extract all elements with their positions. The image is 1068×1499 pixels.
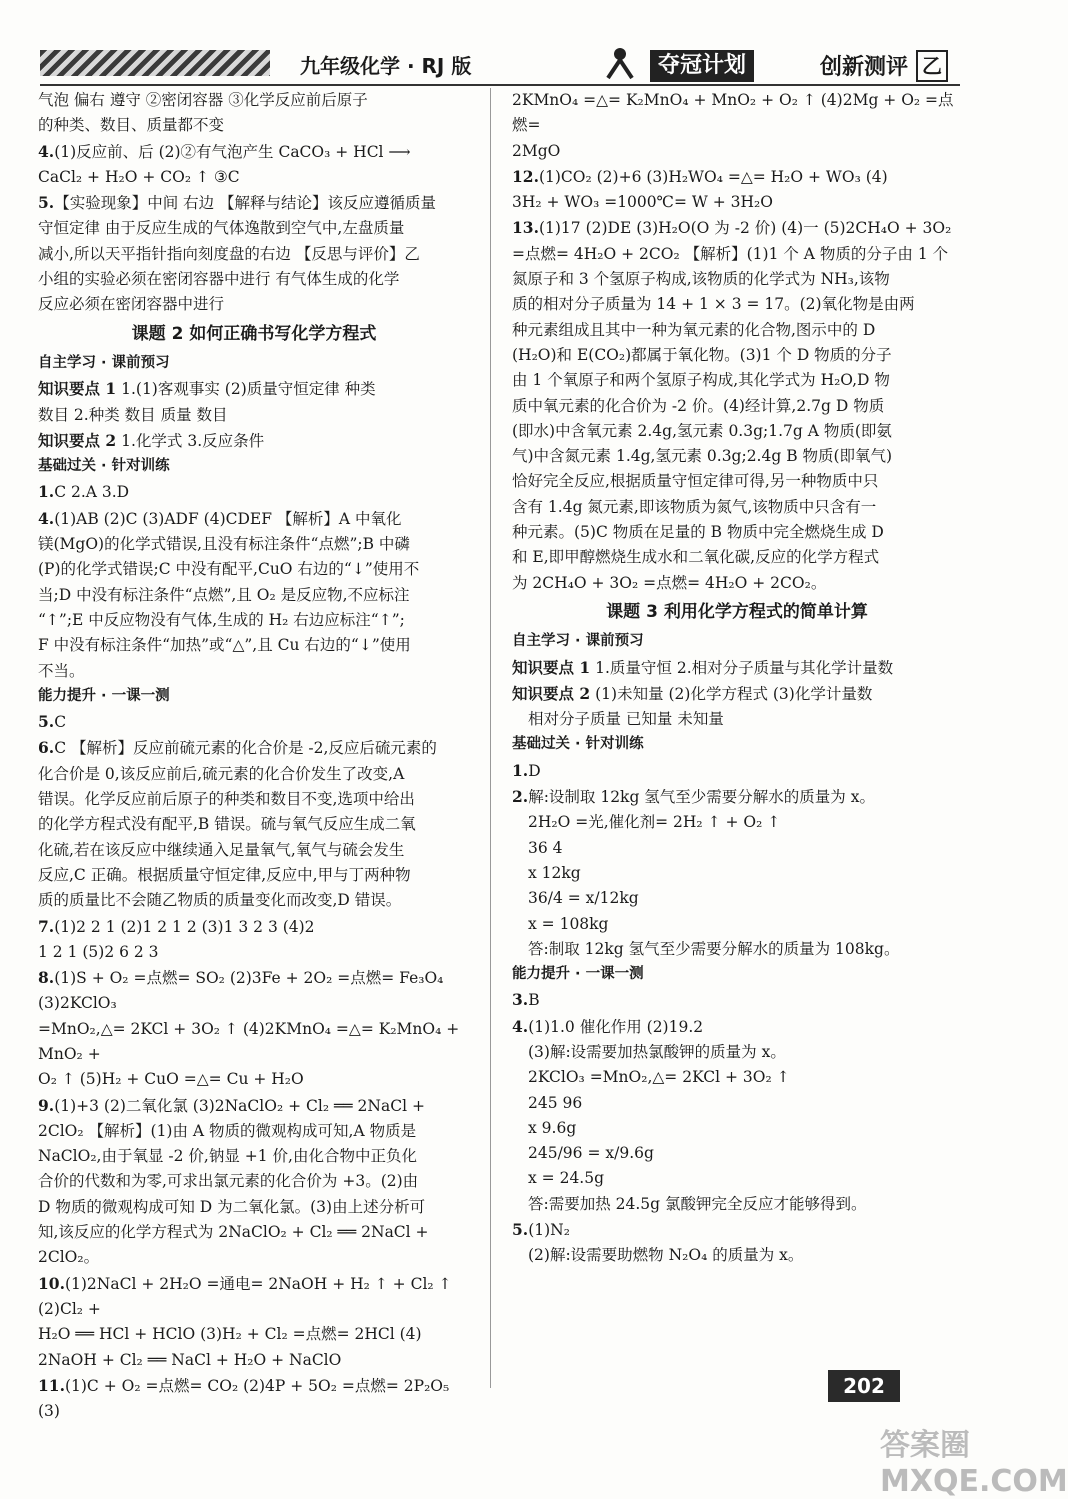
item-text: (1)N₂	[528, 1221, 570, 1240]
item-number: 13.	[512, 218, 539, 238]
item-number: 10.	[38, 1273, 65, 1293]
text-line: 当;D 中没有标注条件“点燃”,且 O₂ 是反应物,不应标注	[38, 585, 410, 604]
text-line: O₂ ↑ (5)H₂ + CuO =△= Cu + H₂O	[38, 1070, 304, 1089]
text-line: 反应必须在密闭容器中进行	[38, 295, 225, 314]
item-text: C 2.A 3.D	[54, 483, 130, 502]
subsection-label: 基础过关 · 针对训练	[38, 458, 170, 475]
item-text: (1)未知量 (2)化学方程式 (3)化学计量数	[590, 684, 873, 703]
answer-item	[38, 139, 470, 165]
page-number: 202	[828, 1370, 900, 1402]
item-text: (1)C + O₂ =点燃= CO₂ (2)4P + 5O₂ =点燃= 2P₂O₅ (3)	[38, 1376, 450, 1421]
answer-item	[38, 1373, 470, 1425]
text-line: 2ClO₂ 【解析】(1)由 A 物质的微观构成可知,A 物质是	[38, 1121, 417, 1140]
item-number: 8.	[38, 968, 55, 988]
answer-item	[512, 758, 962, 784]
answer-item	[38, 735, 470, 761]
item-number: 知识要点 1	[38, 379, 117, 399]
text-line: 气)中含氮元素 1.4g,氢元素 0.3g;2.4g B 物质(即氧气)	[512, 447, 893, 466]
item-text: 1.化学式 3.反应条件	[116, 431, 265, 450]
text-line: 2KClO₃ =MnO₂,△= 2KCl + 3O₂ ↑	[528, 1068, 790, 1087]
text-line: 245/96 = x/9.6g	[528, 1144, 654, 1163]
text-line: 2NaOH + Cl₂ ══ NaCl + H₂O + NaClO	[38, 1350, 342, 1369]
text-line: 2ClO₂。	[38, 1248, 100, 1267]
item-number: 1.	[512, 760, 529, 780]
item-text: (1)反应前、后 (2)②有气泡产生 CaCO₃ + HCl ⟶	[54, 142, 411, 161]
text-line: 的种类、数目、质量都不变	[38, 116, 225, 135]
item-text: (1)1.0 催化作用 (2)19.2	[528, 1017, 704, 1036]
text-line: NaClO₂,由于氧显 -2 价,钠显 +1 价,由化合物中正负化	[38, 1147, 417, 1166]
text-line: 3H₂ + WO₃ =1000℃= W + 3H₂O	[512, 193, 773, 212]
text-line: “↑”;E 中反应物没有气体,生成的 H₂ 右边应标注“↑”;	[38, 610, 405, 629]
text-line: 36/4 = x/12kg	[528, 889, 639, 908]
item-number: 6.	[38, 738, 55, 758]
answer-item	[512, 784, 962, 810]
text-line: 由 1 个氧原子和两个氢原子构成,其化学式为 H₂O,D 物	[512, 371, 890, 390]
brand-version-badge: 乙	[916, 50, 948, 82]
item-number: 4.	[38, 508, 55, 528]
answer-item	[38, 914, 470, 940]
answer-item	[38, 1093, 470, 1119]
brand-name: 夺冠计划	[650, 50, 754, 82]
item-text: (1)+3 (2)二氧化氯 (3)2NaClO₂ + Cl₂ ══ 2NaCl +	[54, 1096, 425, 1115]
answer-item	[38, 965, 470, 1017]
text-line: 的化学方程式没有配平,B 错误。硫与氧气反应生成二氧	[38, 815, 416, 834]
right-column	[512, 88, 962, 1269]
text-line: 镁(MgO)的化学式错误,且没有标注条件“点燃”;B 中磷	[38, 535, 410, 554]
item-text: 【实验现象】中间 右边 【解释与结论】该反应遵循质量	[54, 194, 437, 213]
item-text: (1)AB (2)C (3)ADF (4)CDEF 【解析】A 中氧化	[54, 509, 402, 528]
text-line: (即水)中含氧元素 2.4g,氢元素 0.3g;1.7g A 物质(即氨	[512, 421, 892, 440]
item-number: 5.	[38, 193, 55, 213]
text-line: 36 4	[528, 838, 563, 857]
subsection-label: 能力提升 · 一课一测	[512, 966, 644, 983]
text-line: 恰好完全反应,根据质量守恒定律可得,另一种物质中只	[512, 472, 879, 491]
page-header	[40, 40, 960, 84]
answer-item	[512, 1014, 962, 1040]
text-line: 错误。化学反应前后原子的种类和数目不变,选项中给出	[38, 790, 415, 809]
text-line: x = 108kg	[528, 914, 609, 933]
text-line: x 9.6g	[528, 1118, 577, 1137]
text-line: 不当。	[38, 661, 85, 680]
item-text: 1.质量守恒 2.相对分子质量与其化学计量数	[590, 658, 894, 677]
text-line: =点燃= 4H₂O + 2CO₂ 【解析】(1)1 个 A 物质的分子由 1 个	[512, 244, 949, 263]
text-line: (3)解:设需要加热氯酸钾的质量为 x。	[528, 1042, 786, 1061]
answer-item	[512, 164, 962, 190]
item-number: 5.	[38, 712, 55, 732]
answer-item	[38, 479, 470, 505]
item-number: 11.	[38, 1375, 65, 1395]
section-heading: 课题 3 利用化学方程式的简单计算	[606, 601, 868, 622]
text-line: 1 2 1 (5)2 6 2 3	[38, 942, 159, 961]
text-line: 和 E,即甲醇燃烧生成水和二氧化碳,反应的化学方程式	[512, 548, 880, 567]
left-column	[38, 88, 470, 1424]
item-text: (1)S + O₂ =点燃= SO₂ (2)3Fe + 2O₂ =点燃= Fe₃O₄ (3)2KClO₃	[38, 969, 444, 1013]
book-title: 九年级化学 · RJ 版	[300, 54, 472, 78]
text-line: 小组的实验必须在密闭容器中进行 有气体生成的化学	[38, 270, 400, 289]
text-line: 质的相对分子质量为 14 + 1 × 3 = 17。(2)氧化物是由两	[512, 295, 915, 314]
text-line: x = 24.5g	[528, 1169, 605, 1188]
text-line: CaCl₂ + H₂O + CO₂ ↑ ③C	[38, 167, 240, 186]
text-line: 合价的代数和为零,可求出氯元素的化合价为 +3。(2)由	[38, 1172, 419, 1191]
subsection-label: 自主学习 · 课前预习	[512, 633, 644, 650]
text-line: H₂O ══ HCl + HClO (3)H₂ + Cl₂ =点燃= 2HCl (4)	[38, 1325, 422, 1344]
text-line: 答:需要加热 24.5g 氯酸钾完全反应才能够得到。	[528, 1194, 867, 1213]
item-number: 5.	[512, 1220, 529, 1240]
answer-item	[512, 681, 962, 707]
text-line: 种元素组成且其中一种为氧元素的化合物,图示中的 D	[512, 320, 876, 339]
item-number: 1.	[38, 482, 55, 502]
text-line: 减小,所以天平指针指向刻度盘的右边 【反思与评价】乙	[38, 244, 420, 263]
item-text: B	[528, 991, 540, 1010]
text-line: 2MgO	[512, 141, 561, 160]
answer-item	[38, 428, 470, 454]
answer-item	[512, 987, 962, 1013]
text-line: 质的质量比不会随乙物质的质量变化而改变,D 错误。	[38, 891, 402, 910]
answer-item	[512, 215, 962, 241]
text-line: 知,该反应的化学方程式为 2NaClO₂ + Cl₂ ══ 2NaCl +	[38, 1223, 429, 1242]
text-line: D 物质的微观构成可知 D 为二氧化氯。(3)由上述分析可	[38, 1197, 426, 1216]
text-line: x 12kg	[528, 863, 581, 882]
text-line: 种元素。(5)C 物质在足量的 B 物质中完全燃烧生成 D	[512, 523, 884, 542]
text-line: 数目 2.种类 数目 质量 数目	[38, 405, 228, 424]
subsection-label: 能力提升 · 一课一测	[38, 687, 170, 704]
item-number: 9.	[38, 1095, 55, 1115]
text-line: 反应,C 正确。根据质量守恒定律,反应中,甲与丁两种物	[38, 865, 411, 884]
header-stripe-decoration	[40, 50, 270, 76]
answer-item	[38, 1271, 470, 1323]
item-text: (1)2 2 1 (2)1 2 1 2 (3)1 3 2 3 (4)2	[54, 917, 315, 936]
answer-item	[512, 655, 962, 681]
text-line: (P)的化学式错误;C 中没有配平,CuO 右边的“↓”使用不	[38, 560, 420, 579]
text-line: =MnO₂,△= 2KCl + 3O₂ ↑ (4)2KMnO₄ =△= K₂MnO₄ + MnO₂ +	[38, 1019, 460, 1063]
item-number: 知识要点 1	[512, 657, 591, 677]
answer-item	[38, 506, 470, 532]
text-line: 245 96	[528, 1093, 583, 1112]
item-number: 7.	[38, 916, 55, 936]
item-text: 解:设制取 12kg 氢气至少需要分解水的质量为 x。	[528, 788, 875, 807]
item-number: 4.	[38, 141, 55, 161]
text-line: 守恒定律 由于反应生成的气体逸散到空气中,左盘质量	[38, 219, 405, 238]
watermark: 答案圈 MXQE.COM	[880, 1428, 1068, 1499]
item-number: 12.	[512, 166, 539, 186]
item-text: 1.(1)客观事实 (2)质量守恒定律 种类	[116, 380, 376, 399]
item-number: 知识要点 2	[512, 683, 591, 703]
text-line: (H₂O)和 E(CO₂)都属于氧化物。(3)1 个 D 物质的分子	[512, 345, 892, 364]
brand-subtitle: 创新测评	[820, 55, 909, 80]
column-divider	[490, 88, 491, 1388]
text-line: 化合价是 0,该反应前后,硫元素的化合价发生了改变,A	[38, 764, 405, 783]
text-line: 答:制取 12kg 氢气至少需要分解水的质量为 108kg。	[528, 939, 900, 958]
answer-item	[38, 709, 470, 735]
text-line: 气泡 偏右 遵守 ②密闭容器 ③化学反应前后原子	[38, 91, 368, 109]
item-text: C	[54, 713, 67, 732]
item-text: (1)CO₂ (2)+6 (3)H₂WO₄ =△= H₂O + WO₃ (4)	[538, 167, 888, 186]
text-line: 氮原子和 3 个氢原子构成,该物质的化学式为 NH₃,该物	[512, 270, 890, 289]
text-line: 2H₂O =光,催化剂= 2H₂ ↑ + O₂ ↑	[528, 813, 781, 832]
text-line: F 中没有标注条件“加热”或“△”,且 Cu 右边的“↓”使用	[38, 636, 411, 655]
item-text: C 【解析】反应前硫元素的化合价是 -2,反应后硫元素的	[54, 739, 437, 758]
text-line: 为 2CH₄O + 3O₂ =点燃= 4H₂O + 2CO₂。	[512, 573, 827, 592]
header-divider	[40, 84, 960, 86]
item-text: (1)2NaCl + 2H₂O =通电= 2NaOH + H₂ ↑ + Cl₂ ↑ (2)Cl₂ +	[38, 1274, 452, 1318]
item-text: D	[528, 761, 541, 780]
answer-item	[38, 376, 470, 402]
item-number: 知识要点 2	[38, 430, 117, 450]
text-line: (2)解:设需要助燃物 N₂O₄ 的质量为 x。	[528, 1246, 804, 1265]
text-line: 相对分子质量 已知量 未知量	[528, 710, 724, 729]
answer-item	[38, 190, 470, 216]
item-number: 4.	[512, 1016, 529, 1036]
answer-item	[512, 1217, 962, 1243]
item-number: 2.	[512, 787, 529, 807]
text-line: 质中氧元素的化合价为 -2 价。(4)经计算,2.7g D 物质	[512, 396, 885, 415]
item-text: (1)17 (2)DE (3)H₂O(O 为 -2 价) (4)一 (5)2CH₄O + 3O₂	[538, 219, 952, 238]
section-heading: 课题 2 如何正确书写化学方程式	[131, 323, 377, 344]
text-line: 2KMnO₄ =△= K₂MnO₄ + MnO₂ + O₂ ↑ (4)2Mg + O₂ =点燃=	[512, 91, 954, 135]
subsection-label: 基础过关 · 针对训练	[512, 736, 644, 753]
subsection-label: 自主学习 · 课前预习	[38, 354, 170, 371]
item-number: 3.	[512, 990, 529, 1010]
text-line: 化硫,若在该反应中继续通入足量氧气,氧气与硫会发生	[38, 840, 405, 859]
text-line: 含有 1.4g 氮元素,即该物质为氮气,该物质中只含有一	[512, 497, 877, 516]
